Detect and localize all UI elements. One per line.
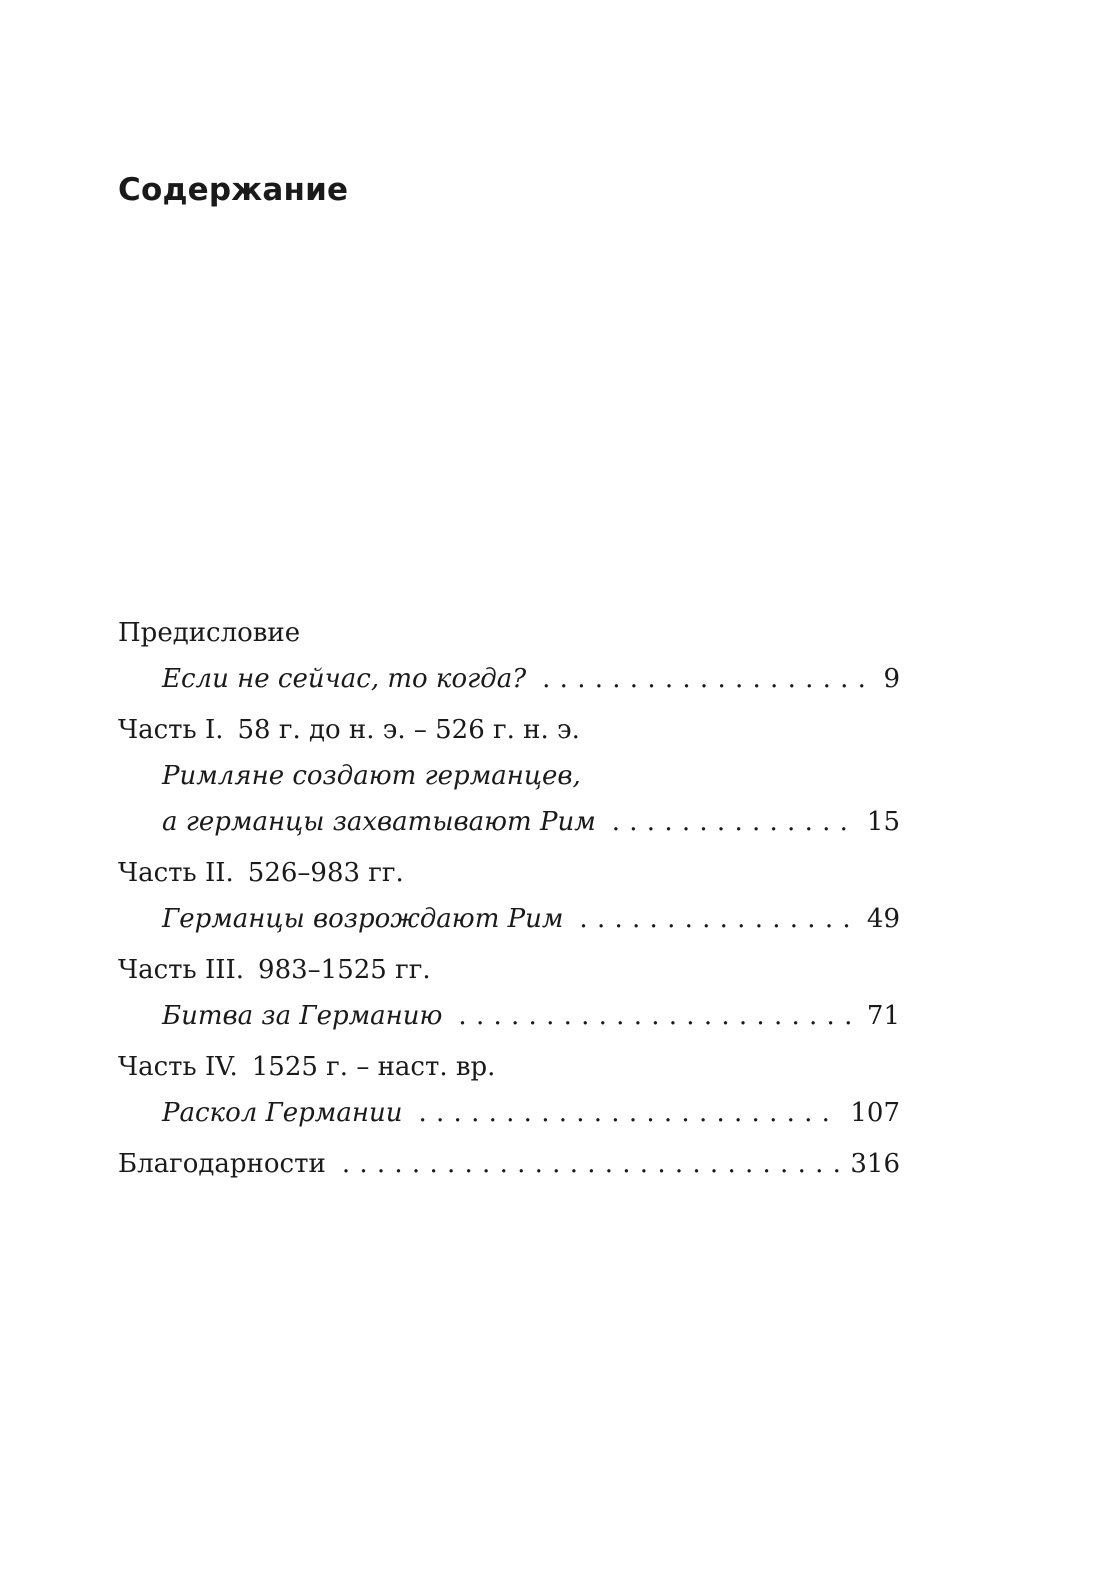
dot-leader xyxy=(542,656,873,702)
toc-subtitle-part4 xyxy=(118,1090,900,1136)
toc-part-label: Часть I. xyxy=(118,715,224,745)
toc-page-number: 71 xyxy=(866,1001,900,1031)
toc-subtitle-text: Раскол Германии xyxy=(162,1098,403,1128)
toc-part-heading xyxy=(118,707,900,753)
toc-part-label: Часть IV. xyxy=(118,1052,238,1082)
toc-subtitle-line: Римляне создают германцев, xyxy=(162,761,581,791)
dot-leader xyxy=(342,1141,841,1187)
toc-subtitle-text: Битва за Германию xyxy=(162,1001,443,1031)
toc-subtitle-part2 xyxy=(118,896,900,942)
toc-entry-part3 xyxy=(118,947,900,1039)
toc-entry-part2 xyxy=(118,850,900,942)
toc-subtitle-part3 xyxy=(118,993,900,1039)
toc-entry-preface xyxy=(118,610,900,702)
toc-subtitle-text: Если не сейчас, то когда? xyxy=(162,664,527,694)
toc-heading-acknowledgements: Благодарности xyxy=(118,1149,326,1179)
toc-part-heading xyxy=(118,947,900,993)
toc-page-number: 9 xyxy=(883,664,900,694)
toc-part-dates: 58 г. до н. э. – 526 г. н. э. xyxy=(237,715,580,745)
toc-part-dates: 983–1525 гг. xyxy=(258,955,431,985)
toc-part-dates: 526–983 гг. xyxy=(247,858,404,888)
toc-page-number: 316 xyxy=(850,1149,900,1179)
toc-part-label: Часть III. xyxy=(118,955,245,985)
toc-part-heading xyxy=(118,1044,900,1090)
toc-subtitle-part1 xyxy=(118,799,900,845)
toc-heading-preface: Предисловие xyxy=(118,618,301,648)
toc-entry-acknowledgements xyxy=(118,1141,900,1187)
toc-part-heading xyxy=(118,850,900,896)
page-title: Содержание xyxy=(118,172,349,208)
toc-part-dates: 1525 г. – наст. вр. xyxy=(251,1052,496,1082)
toc-page-number: 15 xyxy=(866,807,900,837)
toc-subtitle-preface xyxy=(118,656,900,702)
toc-page-number: 49 xyxy=(866,904,900,934)
table-of-contents xyxy=(118,610,900,1187)
dot-leader xyxy=(579,896,856,942)
dot-leader xyxy=(612,799,857,845)
toc-page-number: 107 xyxy=(850,1098,900,1128)
toc-entry-part4 xyxy=(118,1044,900,1136)
toc-part-label: Часть II. xyxy=(118,858,234,888)
toc-entry-part1 xyxy=(118,707,900,845)
toc-subtitle-text: а германцы захватывают Рим xyxy=(162,807,596,837)
dot-leader xyxy=(458,993,856,1039)
dot-leader xyxy=(418,1090,840,1136)
toc-subtitle-text: Германцы возрождают Рим xyxy=(162,904,564,934)
